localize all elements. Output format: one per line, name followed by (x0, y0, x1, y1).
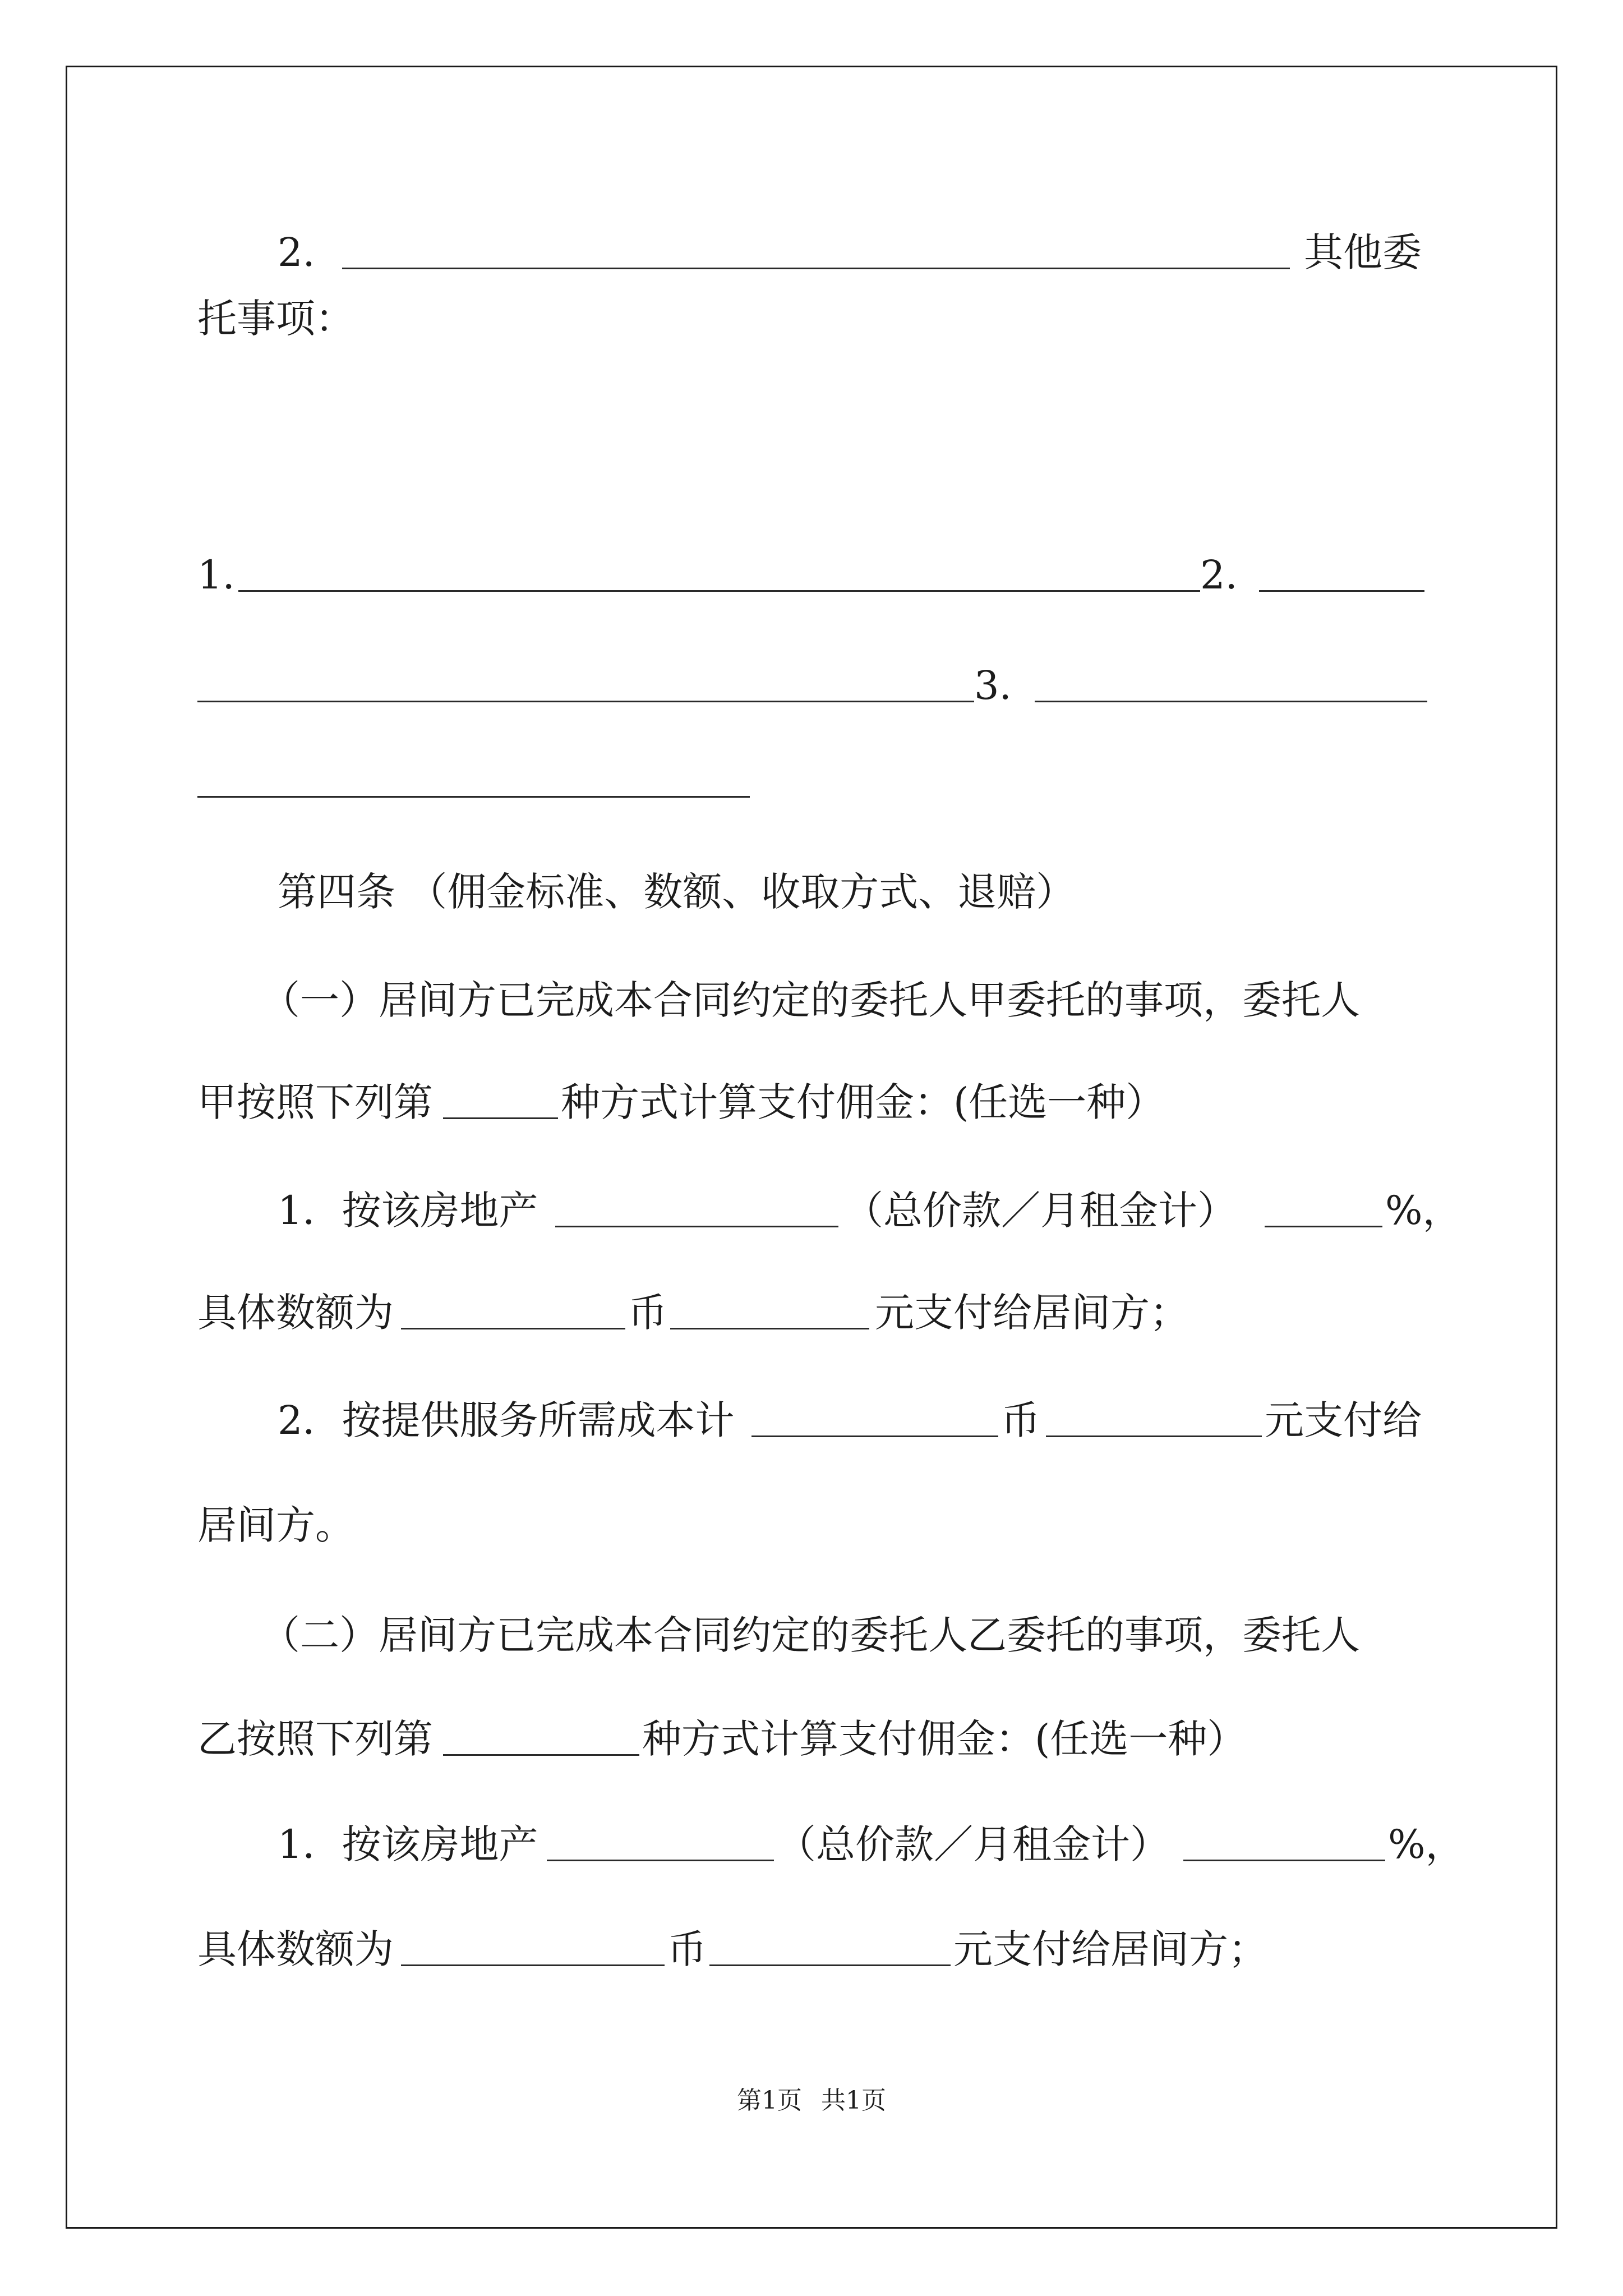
blank-field (1265, 1180, 1382, 1227)
blank-field (1183, 1814, 1385, 1861)
clause-text: 币 (1001, 1397, 1040, 1443)
page-border (66, 66, 1557, 2229)
blank-field (670, 1282, 869, 1329)
blank-field (555, 1180, 838, 1227)
clause-1-line-2 (0, 1071, 1623, 1133)
clause-text: %， (1385, 1188, 1462, 1234)
clause-text: 种方式计算支付佣金：(任选一种） (642, 1716, 1247, 1762)
blank-field (547, 1814, 774, 1861)
clause-text: 1．按该房地产 (278, 1821, 538, 1867)
clause-1-text: （一）居间方已完成本合同约定的委托人甲委托的事项，委托人 (261, 977, 1360, 1023)
page-footer (0, 2080, 1623, 2116)
article-4-title: 第四条 （佣金标准、数额、收取方式、退赔） (278, 869, 1076, 915)
blank-field (1035, 655, 1427, 702)
clause-text: （总价款／月租金计） (844, 1188, 1237, 1234)
clause-text: 元支付给 (1265, 1397, 1422, 1443)
blank-field (443, 1708, 639, 1756)
other-matters-line-2 (0, 655, 1623, 716)
clause-text: 居间方。 (197, 1502, 354, 1548)
clause-1-item-1-line-2 (0, 1282, 1623, 1343)
clause-text: 甲按照下列第 (197, 1079, 433, 1125)
clause-1-line-1 (0, 969, 1623, 1031)
clause-2-line-1 (0, 1604, 1623, 1666)
item-number: 2. (278, 229, 315, 275)
clause-text: 币 (628, 1290, 667, 1336)
article-4-title-line (0, 861, 1623, 923)
blank-field (1046, 1389, 1262, 1437)
blank-field (443, 1071, 558, 1119)
blank-field (1259, 544, 1424, 592)
total-pages: 共1页 (821, 2086, 886, 2115)
clause-1-item-2-line-1 (0, 1389, 1623, 1451)
other-matters-label-line (0, 288, 1623, 349)
blank-field (401, 1282, 625, 1329)
entrust-item-2-line (0, 222, 1623, 283)
item-number: 3. (974, 662, 1012, 708)
clause-text: 具体数额为 (197, 1290, 394, 1336)
clause-text: （总价款／月租金计） (777, 1821, 1169, 1867)
other-matters-line-3 (0, 750, 1623, 812)
other-matters-label: 托事项： (197, 296, 354, 342)
blank-field (342, 222, 1290, 269)
clause-text: 乙按照下列第 (197, 1716, 433, 1762)
clause-text: 元支付给居间方； (953, 1926, 1267, 1972)
blank-field (238, 544, 1200, 592)
clause-1-item-2-line-2 (0, 1494, 1623, 1556)
clause-text: 币 (667, 1926, 707, 1972)
clause-2-line-2 (0, 1708, 1623, 1770)
clause-2-item-1-line-1 (0, 1814, 1623, 1875)
page-number: 第1页 (737, 2086, 802, 2115)
blank-field (197, 655, 974, 702)
clause-text: 2．按提供服务所需成本计 (278, 1397, 735, 1443)
clause-text: 种方式计算支付佣金：(任选一种） (561, 1079, 1165, 1125)
line-tail: 其他委 (1304, 229, 1422, 275)
clause-text: %， (1388, 1821, 1465, 1867)
blank-field (709, 1918, 951, 1966)
clause-2-text: （二）居间方已完成本合同约定的委托人乙委托的事项，委托人 (261, 1612, 1360, 1658)
clause-1-item-1-line-1 (0, 1180, 1623, 1241)
clause-text: 元支付给居间方； (875, 1290, 1189, 1336)
clause-text: 1．按该房地产 (278, 1188, 538, 1234)
clause-text: 具体数额为 (197, 1926, 394, 1972)
clause-2-item-1-line-2 (0, 1918, 1623, 1980)
item-number: 2. (1200, 552, 1238, 598)
blank-field (197, 750, 750, 798)
blank-field (401, 1918, 665, 1966)
item-number: 1. (197, 552, 235, 598)
blank-field (751, 1389, 998, 1437)
other-matters-line-1 (0, 544, 1623, 606)
